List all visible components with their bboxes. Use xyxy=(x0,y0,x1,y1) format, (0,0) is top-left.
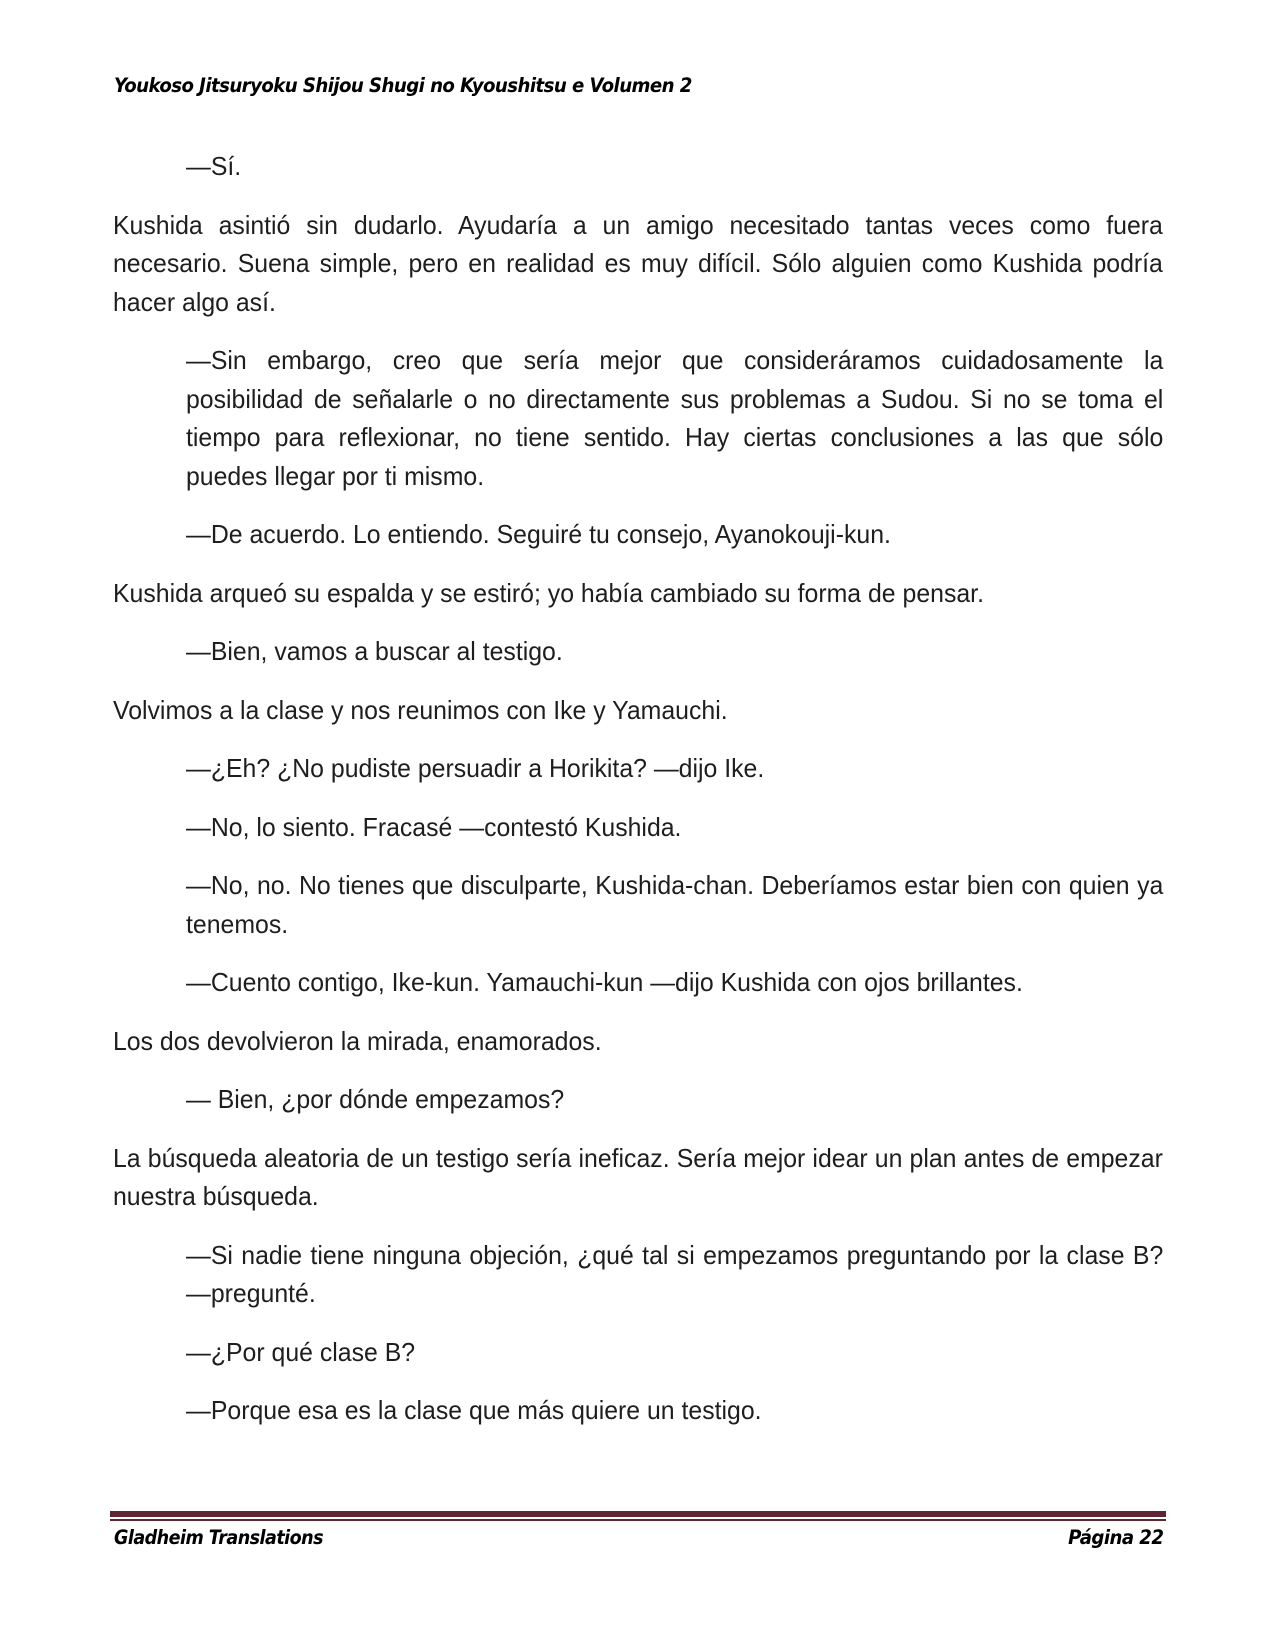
running-header-title: Youkoso Jitsuryoku Shijou Shugi no Kyoushitsu e Volumen 2 xyxy=(114,74,692,97)
dialogue-paragraph: —Cuento contigo, Ike-kun. Yamauchi-kun —dijo Kushida con ojos brillantes. xyxy=(186,967,1023,997)
footer-publisher: Gladheim Translations xyxy=(114,1526,324,1549)
dialogue-paragraph: —No, no. No tienes que disculparte, Kushida-chan. Deberíamos estar bien con quien ya tenemos. xyxy=(186,870,1164,939)
page-body xyxy=(113,147,1163,1450)
footer-divider-thick xyxy=(110,1511,1166,1517)
dialogue-paragraph: —No, lo siento. Fracasé —contestó Kushida. xyxy=(186,811,682,842)
dialogue-paragraph: —De acuerdo. Lo entiendo. Seguiré tu consejo, Ayanokouji-kun. xyxy=(186,519,891,549)
narration-paragraph: La búsqueda aleatoria de un testigo sería ineficaz. Sería mejor idear un plan antes de empezar nuestra búsqueda. xyxy=(113,1142,1163,1211)
dialogue-paragraph: —Sí. xyxy=(186,151,242,181)
narration-paragraph: Los dos devolvieron la mirada, enamorados. xyxy=(113,1025,602,1056)
dialogue-paragraph: —Sin embargo, creo que sería mejor que consideráramos cuidadosamente la posibilidad de señalarle o no directamente sus problemas a Sudou. Si no se toma el tiempo para reflexionar, no tiene sentido. Hay ciertas conclusiones a las que sólo puedes llegar por ti mismo. xyxy=(186,345,1164,491)
dialogue-paragraph: — Bien, ¿por dónde empezamos? xyxy=(186,1084,565,1114)
narration-paragraph: Kushida arqueó su espalda y se estiró; yo había cambiado su forma de pensar. xyxy=(113,577,984,608)
dialogue-paragraph: —Si nadie tiene ninguna objeción, ¿qué tal si empezamos preguntando por la clase B? —pregunté. xyxy=(186,1239,1164,1308)
dialogue-paragraph: —¿Por qué clase B? xyxy=(186,1336,416,1367)
narration-paragraph: Volvimos a la clase y nos reunimos con Ike y Yamauchi. xyxy=(113,694,728,725)
dialogue-paragraph: —Bien, vamos a buscar al testigo. xyxy=(186,636,563,666)
narration-paragraph: Kushida asintió sin dudarlo. Ayudaría a un amigo necesitado tantas veces como fuera necesario. Suena simple, pero en realidad es muy difícil. Sólo alguien como Kushida podría hacer algo así. xyxy=(113,209,1163,317)
dialogue-paragraph: —Porque esa es la clase que más quiere un testigo. xyxy=(186,1395,762,1425)
footer-page-number: Página 22 xyxy=(1067,1526,1163,1549)
footer-divider-thin xyxy=(110,1519,1166,1521)
dialogue-paragraph: —¿Eh? ¿No pudiste persuadir a Horikita? —dijo Ike. xyxy=(186,753,765,783)
